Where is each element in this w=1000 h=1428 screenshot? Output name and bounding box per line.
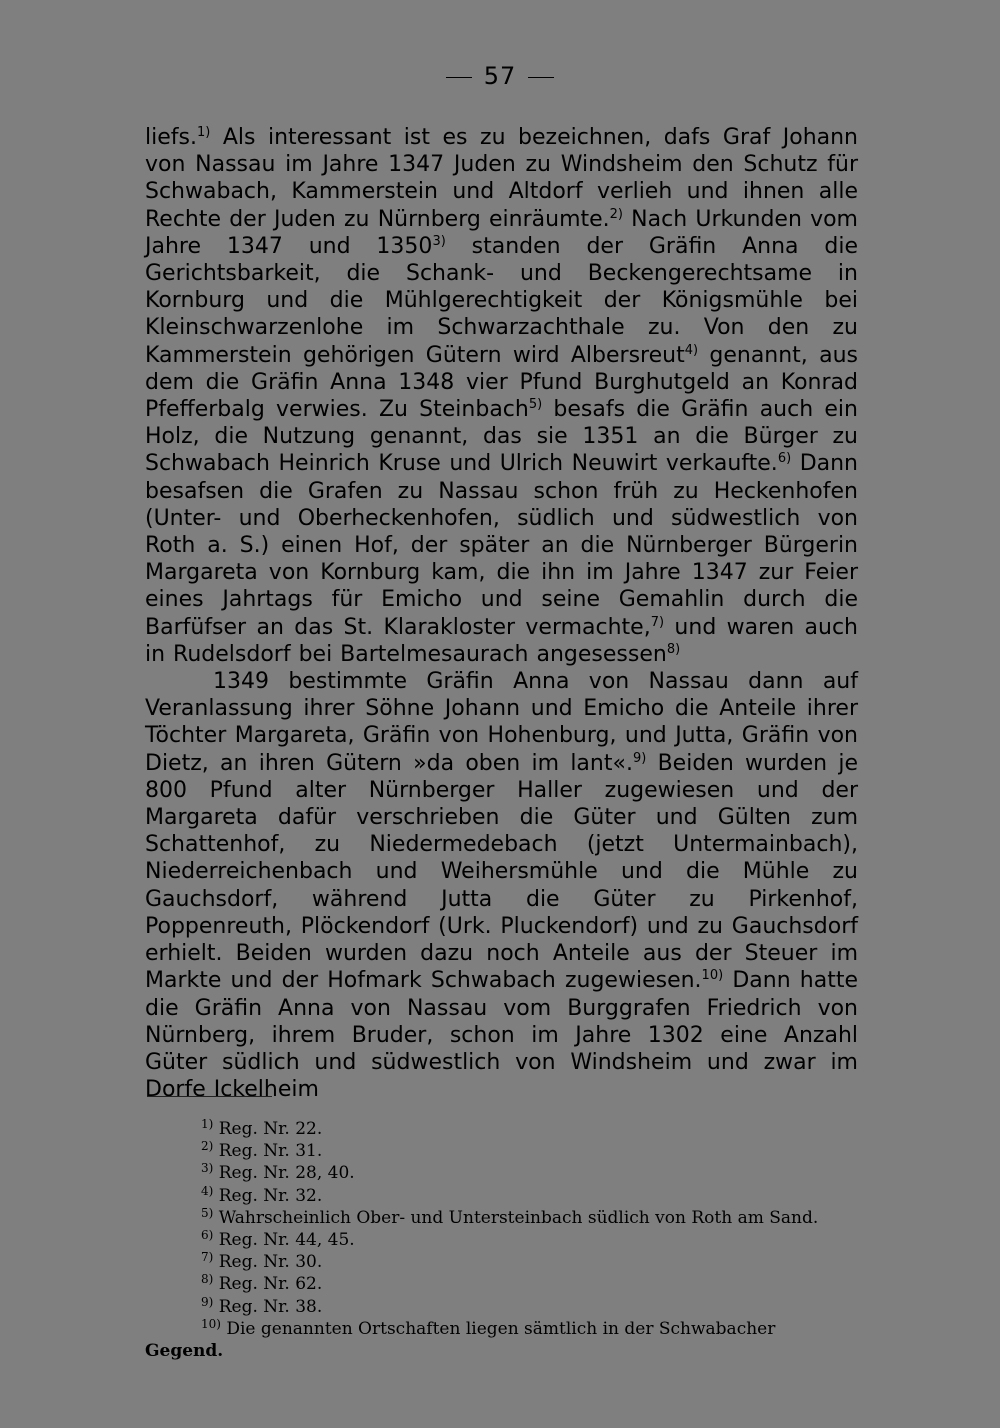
footnote-text: Wahrscheinlich Ober- und Untersteinbach südlich von Roth am Sand.	[218, 1207, 819, 1228]
footnotes	[145, 1118, 858, 1362]
text-run: liefs.	[145, 125, 197, 150]
footnote-mark: 6)	[201, 1228, 214, 1243]
footnote-text: Reg. Nr. 62.	[218, 1274, 323, 1295]
text-run: Dann hatte die Gräfin Anna von Nassau vom Burggrafen Friedrich von Nürnberg, ihrem Bruder, schon im Jahre 1302 eine Anzahl Güter südlich und südwestlich von Windsheim und zwar im Dorfe Ickelheim	[145, 968, 858, 1103]
text-run: 1349 bestimmte Gräfin Anna von Nassau dann auf Veranlassung ihrer Söhne Johann und Emicho die Anteile ihrer Töchter Margareta, Gräfin von Hohenburg, und Jutta, Gräfin von Dietz, an ihren Gütern »da oben im lant«.	[145, 669, 858, 776]
footnote-reference: 8)	[666, 641, 681, 657]
footnote-4	[145, 1185, 858, 1207]
footnote-8	[145, 1273, 858, 1295]
footnote-text: Reg. Nr. 28, 40.	[218, 1163, 355, 1184]
footnote-separator	[147, 1096, 272, 1097]
footnote-reference: 3)	[432, 233, 446, 249]
text-run: und waren auch in Rudelsdorf bei Bartelmesaurach angesessen	[145, 614, 859, 667]
footnote-reference: 6)	[777, 451, 792, 467]
footnote-7	[145, 1251, 858, 1273]
footnote-text: Reg. Nr. 44, 45.	[218, 1230, 355, 1251]
footnote-mark: 1)	[201, 1117, 214, 1131]
footnote-1	[145, 1118, 858, 1140]
footnote-mark: 10)	[201, 1316, 221, 1331]
text-run: Nach Urkunden vom Jahre 1347 und 1350	[145, 206, 858, 259]
body-text	[145, 124, 858, 1103]
page-number-value: 57	[483, 62, 517, 90]
footnote-9	[145, 1296, 858, 1318]
text-run: genannt, aus dem die Gräfin Anna 1348 vier Pfund Burghutgeld an Konrad Pfefferbalg verwies. Zu Steinbach	[145, 342, 859, 423]
page-number-dash-right	[528, 77, 554, 78]
footnote-reference: 9)	[632, 750, 647, 766]
footnote-mark: 3)	[201, 1161, 214, 1176]
footnote-text: Reg. Nr. 30.	[218, 1252, 323, 1273]
footnote-reference: 5)	[528, 397, 543, 413]
footnote-10	[145, 1318, 858, 1340]
footnote-mark: 8)	[201, 1272, 214, 1287]
footnote-5	[145, 1207, 858, 1229]
text-run: Als interessant ist es zu bezeichnen, dafs Graf Johann von Nassau im Jahre 1347 Juden zu Windsheim den Schutz für Schwabach, Kammerstein und Altdorf verlieh und ihnen alle Rechte der Juden zu Nürnberg einräumte.	[145, 125, 858, 232]
footnote-text: Die genannten Ortschaften liegen sämtlich in der Schwabacher	[226, 1318, 776, 1339]
footnote-text: Reg. Nr. 38.	[218, 1296, 323, 1317]
text-run: Dann besafsen die Grafen zu Nassau schon früh zu Heckenhofen (Unter- und Oberheckenhofen, südlich und südwestlich von Roth a. S.) einen Hof, der später an die Nürnberger Bürgerin Margareta von Kornburg kam, die ihn im Jahre 1347 zur Feier eines Jahrtags für Emicho und seine Gemahlin durch die Barfüfser an das St. Klarakloster vermachte,	[145, 451, 859, 640]
footnote-reference: 10)	[701, 968, 724, 984]
footnote-2	[145, 1140, 858, 1162]
text-run: standen der Gräfin Anna die Gerichtsbarkeit, die Schank- und Beckengerechtsame in Kornburg und die Mühlgerechtigkeit der Königsmühle bei Kleinschwarzenlohe im Schwarzachthale zu. Von den zu Kammerstein gehörigen Gütern wird Albersreut	[145, 233, 858, 368]
footnote-6	[145, 1229, 858, 1251]
footnote-mark: 9)	[201, 1294, 214, 1309]
footnote-mark: 4)	[201, 1183, 214, 1198]
footnote-list	[145, 1118, 858, 1318]
footnote-mark: 2)	[201, 1139, 214, 1154]
footnote-reference: 7)	[650, 614, 665, 630]
text-run: Beiden wurden je 800 Pfund alter Nürnberger Haller zugewiesen und der Margareta dafür verschrieben die Güter und Gülten zum Schattenhof, zu Niedermedebach (jetzt Untermainbach), Niederreichenbach und Weihersmühle und die Mühle zu Gauchsdorf, während Jutta die Güter zu Pirkenhof, Poppenreuth, Plöckendorf (Urk. Pluckendorf) und zu Gauchsdorf erhielt. Beiden wurden dazu noch Anteile aus der Steuer im Markte und der Hofmark Schwabach zugewiesen.	[145, 750, 858, 994]
footnote-text: Reg. Nr. 22.	[218, 1119, 323, 1139]
footnote-text: Reg. Nr. 31.	[218, 1141, 323, 1162]
footnote-mark: 5)	[201, 1205, 214, 1220]
paragraph-2	[145, 668, 858, 1103]
footnote-reference: 2)	[609, 206, 623, 222]
page-number-dash-left	[446, 77, 472, 78]
footnote-reference: 1)	[196, 125, 211, 140]
footnote-text: Reg. Nr. 32.	[218, 1185, 323, 1206]
text-run: besafs die Gräfin auch ein Holz, die Nutzung genannt, das sie 1351 an die Bürger zu Schwabach Heinrich Kruse und Ulrich Neuwirt verkaufte.	[145, 397, 858, 477]
footnote-mark: 7)	[201, 1250, 214, 1265]
footnote-10-continuation: Gegend.	[145, 1341, 224, 1362]
page-number	[0, 62, 1000, 90]
footnote-reference: 4)	[684, 342, 699, 358]
paragraph-1	[145, 124, 858, 668]
footnote-3	[145, 1162, 858, 1184]
